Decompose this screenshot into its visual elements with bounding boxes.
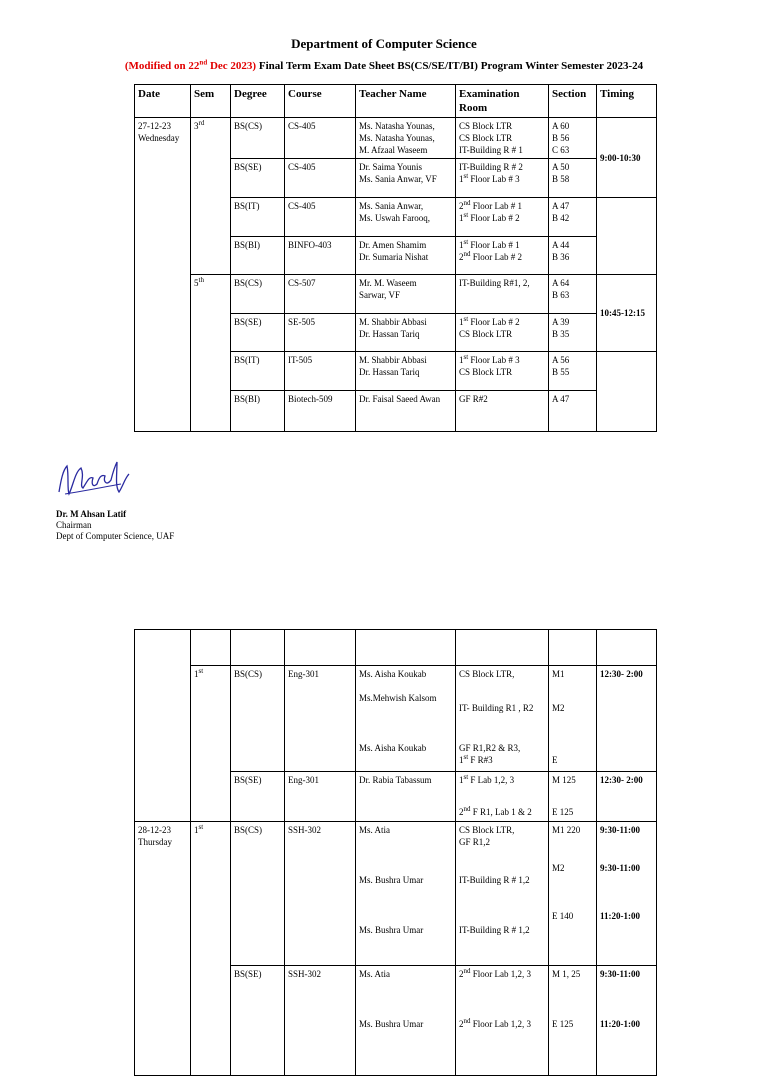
empty-cell [191, 630, 231, 666]
empty-cell [231, 630, 285, 666]
degree-cell: BS(CS) [231, 275, 285, 314]
col-header-date: Date [135, 85, 191, 118]
empty-cell [597, 630, 657, 666]
empty-cell [285, 630, 356, 666]
teacher-cell: Dr. Saima Younis Ms. Sania Anwar, VF [356, 159, 456, 198]
room-cell: IT-Building R # 2 1st Floor Lab # 3 [456, 159, 549, 198]
degree-cell: BS(SE) [231, 314, 285, 352]
signer-role: Chairman [56, 520, 92, 530]
teacher-cell: M. Shabbir Abbasi Dr. Hassan Tariq [356, 314, 456, 352]
teacher-cell: Ms. Atia Ms. Bushra Umar [356, 966, 456, 1076]
timing-cell-empty [597, 198, 657, 275]
room-cell: 1st Floor Lab # 1 2nd Floor Lab # 2 [456, 237, 549, 275]
page-subtitle: (Modified on 22nd Dec 2023) Final Term Exam Date Sheet BS(CS/SE/IT/BI) Program Winter Semester 2023-24 [124, 58, 644, 72]
section-cell: A 56 B 55 [549, 352, 597, 391]
teacher-cell: Ms. Aisha Koukab Ms.Mehwish Kalsom Ms. Aisha Koukab [356, 666, 456, 772]
room-cell: CS Block LTR, IT- Building R1 , R2 GF R1,R2 & R3, 1st F R#3 [456, 666, 549, 772]
room-cell: 1st F Lab 1,2, 3 2nd F R1, Lab 1 & 2 [456, 772, 549, 822]
teacher-cell: Ms. Atia Ms. Bushra Umar Ms. Bushra Umar [356, 822, 456, 966]
room-cell: 2nd Floor Lab # 1 1st Floor Lab # 2 [456, 198, 549, 237]
section-cell: A 39 B 35 [549, 314, 597, 352]
degree-cell: BS(BI) [231, 391, 285, 432]
course-cell: SSH-302 [285, 966, 356, 1076]
signer-name: Dr. M Ahsan Latif [56, 509, 127, 519]
empty-cell [456, 630, 549, 666]
timing-cell: 9:00-10:30 [597, 118, 657, 198]
course-cell: BINFO-403 [285, 237, 356, 275]
degree-cell: BS(SE) [231, 966, 285, 1076]
degree-cell: BS(CS) [231, 118, 285, 159]
degree-cell: BS(IT) [231, 352, 285, 391]
section-cell: A 47 B 42 [549, 198, 597, 237]
room-cell: 2nd Floor Lab 1,2, 3 2nd Floor Lab 1,2, 3 [456, 966, 549, 1076]
section-cell: A 44 B 36 [549, 237, 597, 275]
section-cell: A 50 B 58 [549, 159, 597, 198]
col-header-sem: Sem [191, 85, 231, 118]
sem-cell: 3rd [191, 118, 231, 275]
course-cell: CS-405 [285, 118, 356, 159]
table-row [135, 118, 657, 159]
col-header-timing: Timing [597, 85, 657, 118]
course-cell: SE-505 [285, 314, 356, 352]
degree-cell: BS(BI) [231, 237, 285, 275]
degree-cell: BS(IT) [231, 198, 285, 237]
sem-cell: 5th [191, 275, 231, 432]
sem-cell: 1st [191, 822, 231, 1076]
col-header-room: Examination Room [456, 85, 549, 118]
col-header-course: Course [285, 85, 356, 118]
course-cell: Eng-301 [285, 666, 356, 772]
section-cell: A 47 [549, 391, 597, 432]
section-cell: A 60 B 56 C 63 [549, 118, 597, 159]
teacher-cell: Mr. M. Waseem Sarwar, VF [356, 275, 456, 314]
course-cell: CS-405 [285, 198, 356, 237]
section-cell: M 1, 25 E 125 [549, 966, 597, 1076]
teacher-cell: Dr. Rabia Tabassum [356, 772, 456, 822]
teacher-cell: Dr. Amen Shamim Dr. Sumaria Nishat [356, 237, 456, 275]
table-row [135, 666, 657, 772]
course-cell: IT-505 [285, 352, 356, 391]
timing-cell: 12:30- 2:00 [597, 772, 657, 822]
degree-cell: BS(CS) [231, 822, 285, 966]
date-cell: 27-12-23 Wednesday [135, 118, 191, 432]
signer-block [56, 509, 174, 542]
date-sheet-table-1 [134, 84, 657, 432]
room-cell: CS Block LTR, GF R1,2 IT-Building R # 1,2 IT-Building R # 1,2 [456, 822, 549, 966]
teacher-cell: Ms. Sania Anwar, Ms. Uswah Farooq, [356, 198, 456, 237]
section-cell: M 125 E 125 [549, 772, 597, 822]
col-header-section: Section [549, 85, 597, 118]
section-cell: A 64 B 63 [549, 275, 597, 314]
timing-cell: 9:30-11:00 11:20-1:00 [597, 966, 657, 1076]
room-cell: IT-Building R#1, 2, [456, 275, 549, 314]
empty-cell [356, 630, 456, 666]
room-cell: 1st Floor Lab # 2 CS Block LTR [456, 314, 549, 352]
course-cell: CS-507 [285, 275, 356, 314]
date-sheet-table-2 [134, 629, 657, 1076]
timing-cell: 10:45-12:15 [597, 275, 657, 352]
course-cell: SSH-302 [285, 822, 356, 966]
room-cell: 1st Floor Lab # 3 CS Block LTR [456, 352, 549, 391]
table-header-row [135, 85, 657, 118]
timing-cell-empty [597, 352, 657, 432]
sem-cell: 1st [191, 666, 231, 822]
table-row [135, 822, 657, 966]
table-row-blank [135, 630, 657, 666]
course-cell: CS-405 [285, 159, 356, 198]
col-header-degree: Degree [231, 85, 285, 118]
table-row [135, 275, 657, 314]
timing-cell: 9:30-11:00 9:30-11:00 11:20-1:00 [597, 822, 657, 966]
signature-image [55, 458, 133, 507]
date-cell: 28-12-23 Thursday [135, 822, 191, 1076]
empty-cell [549, 630, 597, 666]
teacher-cell: Dr. Faisal Saeed Awan [356, 391, 456, 432]
course-cell: Eng-301 [285, 772, 356, 822]
section-cell: M1 M2 E [549, 666, 597, 772]
degree-cell: BS(CS) [231, 666, 285, 772]
degree-cell: BS(SE) [231, 772, 285, 822]
section-cell: M1 220 M2 E 140 [549, 822, 597, 966]
room-cell: CS Block LTR CS Block LTR IT-Building R # 1 [456, 118, 549, 159]
page-title: Department of Computer Science [291, 36, 477, 51]
modified-note: (Modified on 22nd Dec 2023) [124, 58, 257, 72]
date-cell-empty [135, 630, 191, 822]
teacher-cell: M. Shabbir Abbasi Dr. Hassan Tariq [356, 352, 456, 391]
timing-cell: 12:30- 2:00 [597, 666, 657, 772]
signer-dept: Dept of Computer Science, UAF [56, 531, 175, 541]
degree-cell: BS(SE) [231, 159, 285, 198]
course-cell: Biotech-509 [285, 391, 356, 432]
room-cell: GF R#2 [456, 391, 549, 432]
col-header-teacher: Teacher Name [356, 85, 456, 118]
teacher-cell: Ms. Natasha Younas, Ms. Natasha Younas, M. Afzaal Waseem [356, 118, 456, 159]
